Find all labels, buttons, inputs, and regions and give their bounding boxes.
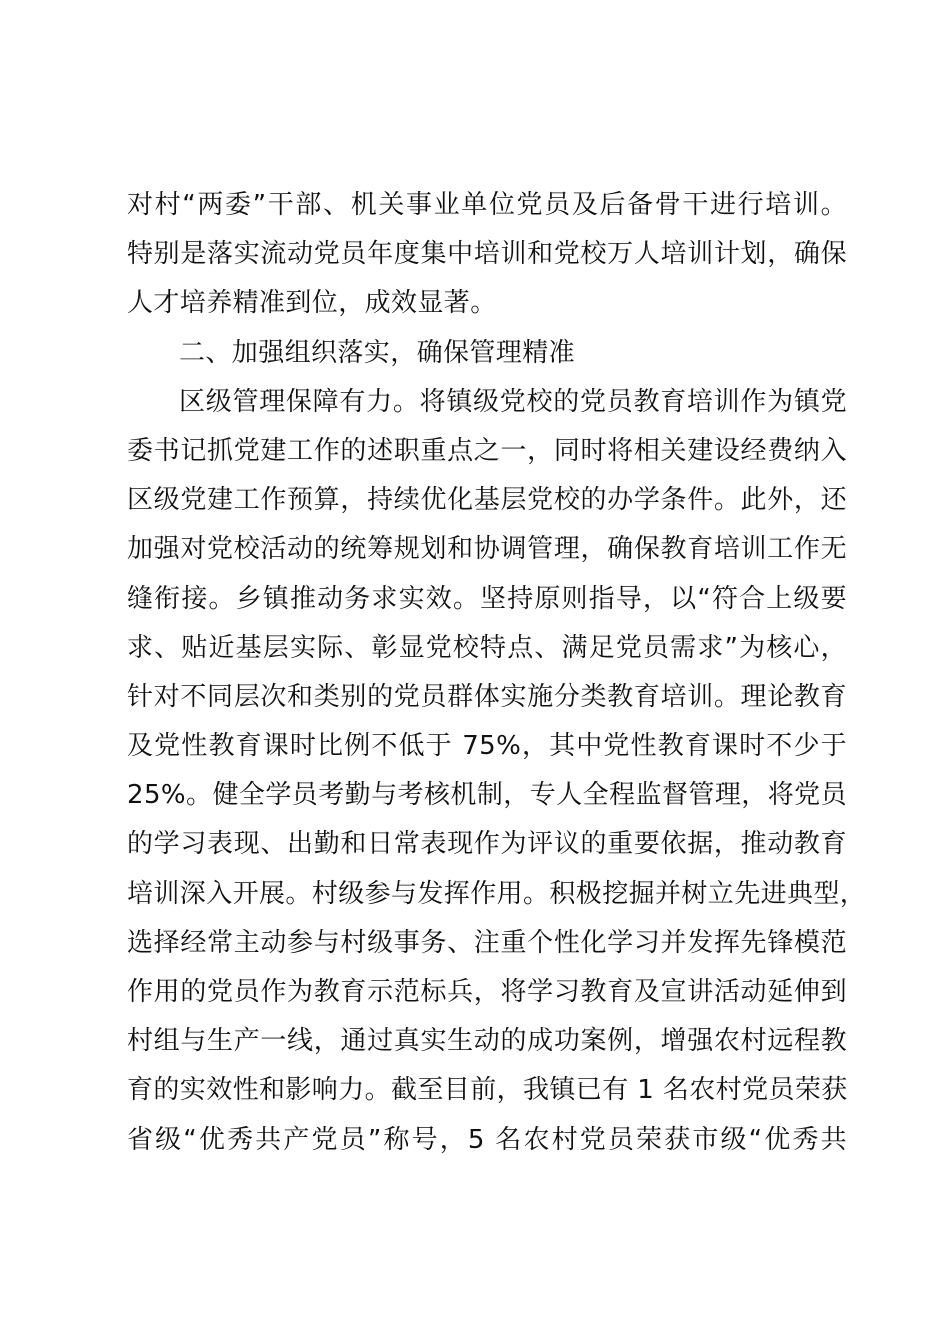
text-line: 对村“两委”干部、机关事业单位党员及后备骨干进行培训。 bbox=[127, 190, 847, 220]
section-heading: 二、加强组织落实，确保管理精准 bbox=[179, 337, 576, 368]
text-line: 25%。健全学员考勤与考核机制，专人全程监督管理，将党员 bbox=[127, 780, 847, 811]
text-line: 育的实效性和影响力。截至目前，我镇已有 1 名农村党员荣获 bbox=[127, 1075, 848, 1106]
paragraph-continued bbox=[127, 181, 847, 329]
text-line: 针对不同层次和类别的党员群体实施分类教育培训。理论教育 bbox=[127, 681, 847, 712]
text-line: 区级管理保障有力。将镇级党校的党员教育培训作为镇党 bbox=[179, 386, 847, 417]
text-line: 区级党建工作预算，持续优化基层党校的办学条件。此外，还 bbox=[127, 485, 847, 516]
paragraph-management bbox=[127, 378, 867, 1165]
text-line: 的学习表现、出勤和日常表现作为评议的重要依据，推动教育 bbox=[127, 829, 847, 860]
text-line: 村组与生产一线，通过真实生动的成功案例，增强农村远程教 bbox=[127, 1026, 847, 1057]
text-line: 培训深入开展。村级参与发挥作用。积极挖掘并树立先进典型， bbox=[127, 878, 867, 909]
text-line: 选择经常主动参与村级事务、注重个性化学习并发挥先锋模范 bbox=[127, 927, 847, 958]
text-line: 缝衔接。乡镇推动务求实效。坚持原则指导，以“符合上级要 bbox=[127, 583, 847, 614]
document-body bbox=[127, 181, 867, 1165]
text-line: 及党性教育课时比例不低于 75%，其中党性教育课时不少于 bbox=[127, 731, 847, 762]
text-line: 省级“优秀共产党员”称号，5 名农村党员荣获市级“优秀共 bbox=[127, 1124, 847, 1155]
text-line: 人才培养精准到位，成效显著。 bbox=[127, 288, 497, 319]
text-line: 加强对党校活动的统筹规划和协调管理，确保教育培训工作无 bbox=[127, 534, 847, 565]
text-line: 特别是落实流动党员年度集中培训和党校万人培训计划，确保 bbox=[127, 239, 847, 270]
text-line: 作用的党员作为教育示范标兵，将学习教育及宣讲活动延伸到 bbox=[127, 977, 847, 1007]
text-line: 求、贴近基层实际、彰显党校特点、满足党员需求”为核心， bbox=[127, 632, 847, 663]
text-line: 委书记抓党建工作的述职重点之一，同时将相关建设经费纳入 bbox=[127, 435, 847, 466]
